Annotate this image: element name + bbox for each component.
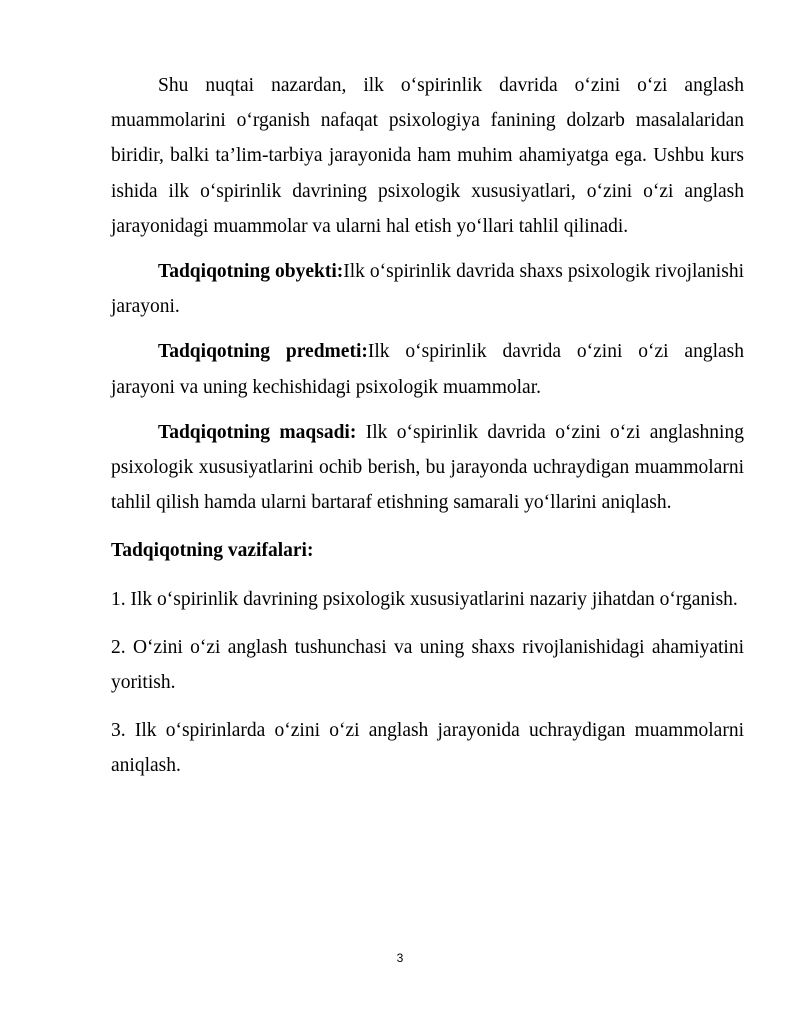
subject-label: Tadqiqotning predmeti:	[158, 341, 368, 363]
object-label: Tadqiqotning obyekti:	[158, 261, 344, 283]
object-text: Ilk o‘spirinlik davrida shaxs psixologik rivojlanishi jarayoni.	[111, 261, 744, 318]
text-column	[111, 68, 744, 784]
intro-paragraph: Shu nuqtai nazardan, ilk o‘spirinlik davrida o‘zini o‘zi anglash muammolarini o‘rganish nafaqat psixologiya fanining dolzarb masalalaridan biridir, balki ta’lim-tarbiya jarayonida ham muhim ahamiyatga ega. Ushbu kurs ishida ilk o‘spirinlik davrining psixologik xususiyatlari, o‘zini o‘zi anglash jarayonidagi muammolar va ularni hal etish yo‘llari tahlil qilinadi.	[111, 75, 744, 237]
goal-paragraph	[111, 415, 744, 521]
task-item-1: 1. Ilk o‘spirinlik davrining psixologik xususiyatlarini nazariy jihatdan o‘rganish.	[111, 588, 738, 610]
subject-paragraph	[111, 334, 744, 404]
tasks-heading-text: Tadqiqotning vazifalari:	[111, 540, 314, 562]
goal-text: Ilk o‘spirinlik davrida o‘zini o‘zi anglashning psixologik xususiyatlarini ochib berish, bu jarayonda uchraydigan muammolarni tahlil qilish hamda ularni bartaraf etishning samarali yo‘llarini aniqlash.	[111, 421, 744, 514]
goal-label: Tadqiqotning maqsadi:	[158, 421, 357, 443]
tasks-heading	[111, 533, 744, 568]
task-item-2: 2. O‘zini o‘zi anglash tushunchasi va uning shaxs rivojlanishidagi ahamiyatini yoritish.	[111, 636, 744, 694]
task-item-3: 3. Ilk o‘spirinlarda o‘zini o‘zi anglash jarayonida uchraydigan muammolarni aniqlash.	[111, 720, 744, 777]
subject-text: Ilk o‘spirinlik davrida o‘zini o‘zi anglash jarayoni va uning kechishidagi psixologik muammolar.	[111, 341, 744, 398]
page-number: 3	[396, 951, 404, 965]
object-paragraph	[111, 254, 744, 324]
